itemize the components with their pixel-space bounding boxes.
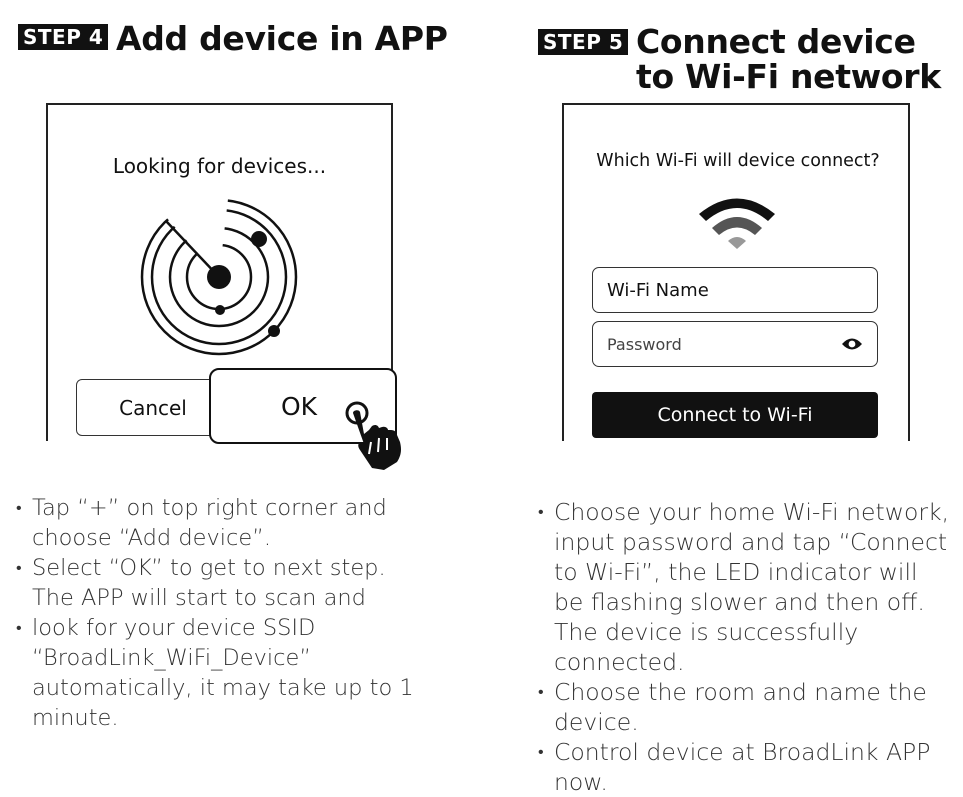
wifi-name-field[interactable] — [592, 267, 878, 313]
looking-for-devices-text: Looking for devices... — [112, 154, 327, 178]
wifi-name-placeholder: Wi-Fi Name — [607, 279, 709, 301]
step-4-instructions — [16, 493, 434, 733]
step-4-bullet: • look for your device SSID “BroadLink_WiFi_Device” automatically, it may take up to 1 minute. — [16, 613, 434, 733]
cancel-button[interactable] — [76, 379, 230, 436]
ok-button-label: OK — [280, 391, 318, 421]
eye-icon[interactable] — [841, 337, 863, 351]
step-4-title: Add device in APP — [116, 19, 448, 58]
step-5-badge: STEP 5 — [538, 29, 628, 55]
step-4-bullet: • Tap “+” on top right corner and choose “Add device”. — [16, 493, 434, 553]
step-4-badge: STEP 4 — [18, 24, 108, 50]
step-5-title-line-1: Connect device — [636, 22, 916, 61]
hand-tap-icon — [342, 398, 408, 472]
step-5-bullet: • Control device at BroadLink APP now. — [538, 737, 952, 797]
cancel-button-label: Cancel — [119, 395, 187, 420]
password-field[interactable] — [592, 321, 878, 367]
step-5-bullet: • Choose the room and name the device. — [538, 677, 952, 737]
connect-to-wifi-label: Connect to Wi-Fi — [657, 404, 813, 426]
step-5-title-line-2: to Wi-Fi network — [636, 57, 941, 96]
connect-to-wifi-button[interactable] — [592, 392, 878, 438]
radar-scan-icon — [138, 195, 300, 357]
wifi-icon — [697, 193, 777, 249]
password-placeholder: Password — [607, 334, 682, 354]
step-5-instructions — [538, 497, 952, 797]
wifi-question-text: Which Wi-Fi will device connect? — [596, 151, 880, 171]
step-4-bullet: • Select “OK” to get to next step. The APP will start to scan and — [16, 553, 434, 613]
step-5-bullet: • Choose your home Wi-Fi network, input password and tap “Connect to Wi-Fi”, the LED indicator will be flashing slower and then off. The device is successfully connected. — [538, 497, 952, 677]
